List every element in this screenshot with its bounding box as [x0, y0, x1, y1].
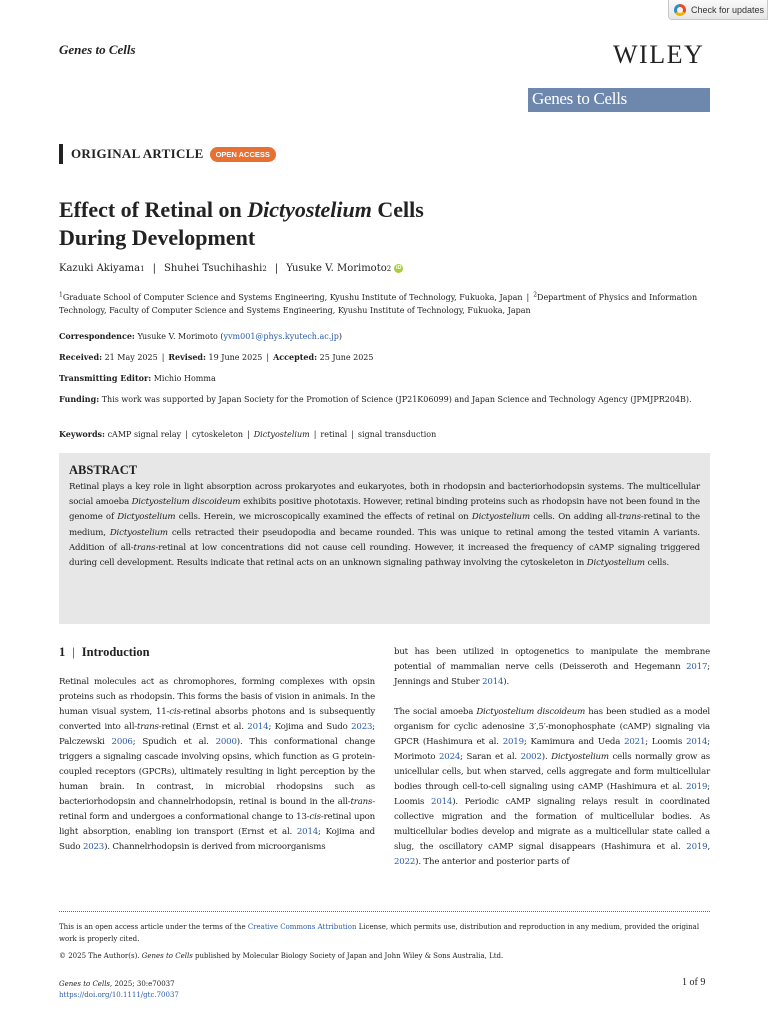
citation-link[interactable]: 2014	[247, 722, 269, 732]
abstract-box	[59, 453, 710, 624]
affiliation-number: 2	[533, 291, 538, 299]
revised-date: 19 June 2025	[208, 353, 263, 362]
abstract-heading: ABSTRACT	[69, 463, 138, 477]
citation-link[interactable]: 2022	[394, 857, 416, 867]
funding	[59, 393, 711, 406]
crossmark-icon	[674, 4, 686, 16]
editor-label: Transmitting Editor:	[59, 373, 152, 383]
author-separator: |	[152, 263, 156, 274]
correspondence-label: Correspondence:	[59, 331, 135, 341]
funding-label: Funding:	[59, 394, 100, 404]
footer-journal: Genes to Cells	[59, 980, 111, 988]
affiliation-text: Graduate School of Computer Science and Systems Engineering, Kyushu Institute of Technology, Fukuoka, Japan	[62, 293, 523, 302]
section-title: Introduction	[81, 645, 150, 659]
keywords-label: Keywords:	[59, 429, 106, 439]
correspondence	[59, 330, 711, 343]
affiliations: $^1$Graduate School of Computer Science and Systems Engineering, Kyushu Institute of Technology, Fukuoka, Japan | $^2$Department of Physics and Information Technology, Faculty of Computer Science and Systems Engineering, Kyushu Institute of Technology, Fukuoka, Japan	[59, 291, 698, 315]
accepted-date: 25 June 2025	[319, 353, 374, 362]
journal-name-header: Genes to Cells	[59, 42, 136, 57]
keyword: cytoskeleton	[191, 430, 244, 439]
footer-citation	[59, 979, 179, 1001]
citation-link[interactable]: 2019	[502, 737, 524, 747]
keyword: Dictyostelium	[253, 430, 310, 439]
check-for-updates-button[interactable]	[668, 0, 768, 20]
keyword: signal transduction	[357, 430, 437, 439]
citation-link[interactable]: 2019	[686, 842, 708, 852]
open-access-badge: OPEN ACCESS	[210, 147, 276, 162]
title-italic: Dictyostelium	[247, 197, 372, 222]
article-type-label: ORIGINAL ARTICLE	[71, 146, 204, 161]
journal-banner: Genes to Cells	[528, 88, 710, 112]
keyword: retinal	[320, 430, 348, 439]
received-label: Received:	[59, 352, 103, 362]
footer-volume: , 2025; 30:e70037	[110, 980, 175, 988]
license-note: This is an open access article under the terms of the Creative Commons Attribution License, which permits use, distribution and reproduction in any medium, provided the original work is properly cited.	[59, 923, 700, 943]
revised-label: Revised:	[168, 352, 206, 362]
footer-divider	[59, 911, 710, 912]
correspondence-email-link[interactable]: yvm001@phys.kyutech.ac.jp	[223, 332, 339, 341]
citation-link[interactable]: 2024	[439, 752, 461, 762]
citation-link[interactable]: 2021	[624, 737, 646, 747]
abstract-text: Retinal plays a key role in light absorption across prokaryotes and eukaryotes, both in rhodopsin and bacteriorhodopsin systems. The multicellular social amoeba Dictyostelium discoideum exhibits positive phototaxis. However, retinal binding proteins such as rhodopsin have not been found in the genome of Dictyostelium cells. Herein, we microscopically examined the effects of retinal on Dictyostelium cells. On adding all-trans-retinal to the medium, Dictyostelium cells retracted their pseudopodia and became rounded. This was unique to retinal among the tested vitamin A variants. Addition of all-trans-retinal at low concentrations did not cause cell rounding. However, it increased the frequency of cAMP signaling triggered during cell development. Results indicate that retinal acts on an unknown signaling pathway involving the cytoskeleton in Dictyostelium cells.	[69, 482, 701, 569]
citation-link[interactable]: 2014	[431, 797, 453, 807]
received-date: 21 May 2025	[104, 353, 158, 362]
keywords: Keywords: cAMP signal relay | cytoskeleton | Dictyostelium | retinal | signal transduction	[59, 429, 437, 439]
author-name[interactable]: Kazuki Akiyama	[59, 263, 141, 274]
license-link[interactable]: Creative Commons Attribution	[247, 923, 357, 931]
author-separator: |	[274, 263, 279, 274]
author-list: Kazuki Akiyama 1 | Shuhei Tsuchihashi 2 | Yusuke V. Morimoto 2 iD	[59, 263, 402, 274]
citation-link[interactable]: 2014	[296, 827, 319, 837]
article-type	[59, 144, 276, 164]
wiley-logo: WILEY	[613, 40, 705, 69]
doi-link[interactable]: https://doi.org/10.1111/gtc.70037	[59, 991, 179, 999]
dates: Received: 21 May 2025 | Revised: 19 June 2025 | Accepted: 25 June 2025	[59, 352, 374, 362]
citation-link[interactable]: 2017	[686, 662, 708, 672]
page-number: 1 of 9	[682, 977, 706, 988]
citation-link[interactable]: 2006	[111, 737, 133, 747]
article-title	[59, 196, 619, 252]
citation-link[interactable]: 2023	[351, 722, 373, 732]
section-heading: 1 | Introduction	[59, 645, 150, 659]
intro-paragraph: Retinal molecules act as chromophores, forming complexes with opsin proteins such as rhodopsin. This forms the basis of vision in animals. In the human visual system, 11-cis-retinal absorbs photons and is subsequently converted into all-trans-retinal (Ernst et al. 2014; Kojima and Sudo 2023; Palczewski 2006; Spudich et al. 2000). This conformational change triggers a signaling cascade involving opsins, which function as G protein-coupled receptors (GPCRs), ultimately resulting in light perception by the human brain. In contrast, in microbial rhodopsins such as bacteriorhodopsin and channelrhodopsin, retinal is bound in the all-trans-retinal form and undergoes a conformational change to 13-cis-retinal upon light absorption, enabling ion transport (Ernst et al. 2014; Kojima and Sudo 2023). Channelrhodopsin is derived from microorganisms	[59, 677, 376, 852]
affiliation-number: 1	[59, 291, 63, 299]
citation-link[interactable]: 2023	[82, 842, 105, 852]
orcid-icon[interactable]: iD	[395, 265, 402, 271]
correspondence-close: )	[338, 332, 343, 341]
title-text: Cells	[371, 197, 424, 222]
author-name[interactable]: Shuhei Tsuchihashi	[163, 263, 263, 274]
left-column	[59, 675, 375, 870]
intro-paragraph: The social amoeba Dictyostelium discoideum has been studied as a model organism for cyclic adenosine 3′,5′-monophosphate (cAMP) signaling via GPCR (Hashimura et al. 2019; Kamimura and Ueda 2021; Loomis 2014; Morimoto 2024; Saran et al. 2002). Dictyostelium cells normally grow as unicellular cells, but when starved, cells aggregate and form multicellular bodies through cell-to-cell signaling using cAMP (Hashimura et al. 2019; Loomis 2014). Periodic cAMP signaling relays result in coordinated collective migration and the formation of multicellular bodies. As multicellular bodies develop and migrate as a multicellular state called a slug, the oscillatory cAMP signal disappears (Hashimura et al. 2019, 2022). The anterior and posterior parts of	[394, 707, 711, 867]
accepted-label: Accepted:	[273, 352, 318, 362]
funding-text: This work was supported by Japan Society for the Promotion of Science (JP21K06099) and Japan Science and Technology Agency (JPMJPR204B).	[101, 395, 692, 404]
section-number: 1	[59, 645, 66, 659]
title-text: During Development	[59, 225, 256, 250]
author-name[interactable]: Yusuke V. Morimoto	[286, 263, 387, 274]
copyright-note: © 2025 The Author(s). Genes to Cells published by Molecular Biology Society of Japan and John Wiley & Sons Australia, Ltd.	[59, 952, 504, 960]
transmitting-editor	[59, 372, 711, 385]
correspondence-name: Yusuke V. Morimoto (	[137, 332, 224, 341]
check-for-updates-label: Check for updates	[691, 4, 765, 15]
title-text: Effect of Retinal on	[59, 197, 248, 222]
intro-paragraph: but has been utilized in optogenetics to manipulate the membrane potential of mammalian nerve cells (Deisseroth and Hegemann 2017; Jennings and Stuber 2014).	[394, 647, 710, 687]
keyword: cAMP signal relay	[107, 430, 182, 439]
citation-link[interactable]: 2014	[482, 677, 504, 687]
affiliation-text: Department of Physics and Information Technology, Faculty of Computer Science and Systems Engineering, Kyushu Institute of Technology, Fukuoka, Japan	[59, 293, 698, 315]
citation-link[interactable]: 2000	[215, 737, 237, 747]
citation-link[interactable]: 2019	[686, 782, 708, 792]
citation-link[interactable]: 2002	[520, 752, 542, 762]
right-column	[394, 645, 710, 885]
citation-link[interactable]: 2014	[686, 737, 708, 747]
editor-name: Michio Homma	[153, 374, 216, 383]
